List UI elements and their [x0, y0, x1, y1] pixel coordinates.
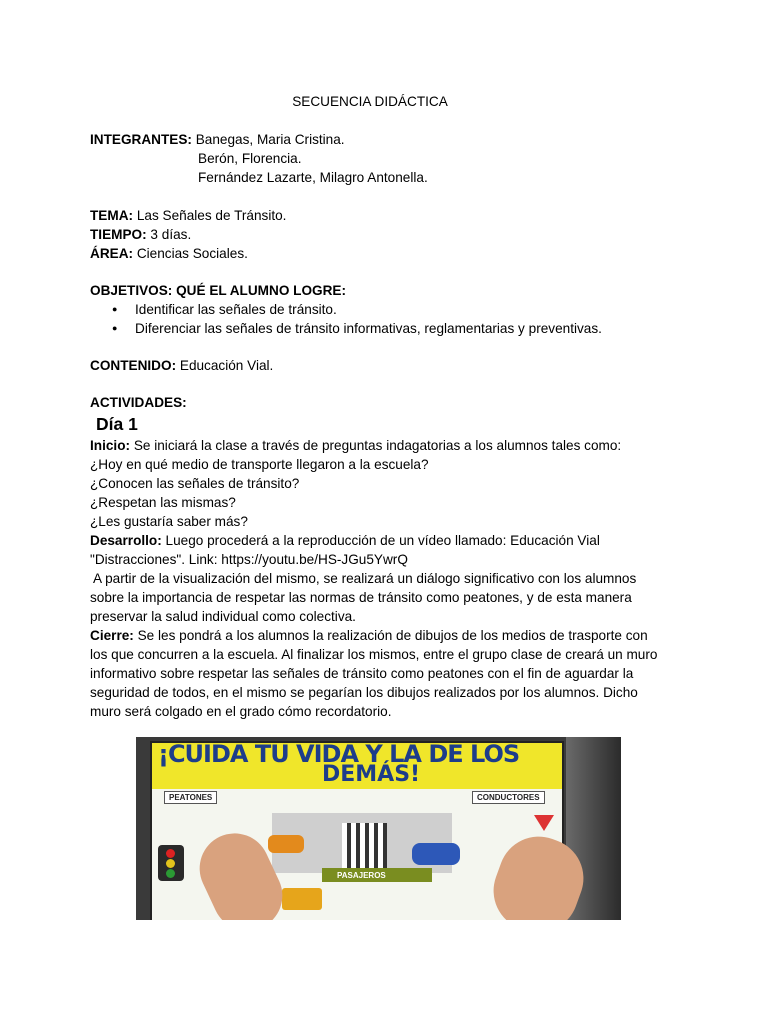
inicio-line: ¿Respetan las mismas?	[90, 495, 236, 510]
integrantes-section	[90, 130, 650, 187]
banner-text-line2: DEMÁS!	[322, 762, 421, 787]
objetivos-heading: OBJETIVOS: QUÉ EL ALUMNO LOGRE:	[90, 283, 347, 298]
inicio-line: Se iniciará la clase a través de preguntas indagatorias a los alumnos tales como:	[133, 438, 622, 453]
cierre-line: informativo sobre respetar las señales de tránsito como peatones con el fin de aguardar la	[90, 666, 634, 681]
blue-car-drawing	[412, 843, 460, 865]
cierre-line: seguridad de todos, en el mismo se pegarían los dibujos realizados por los alumnos. Dicho	[90, 685, 638, 700]
actividades-heading: ACTIVIDADES:	[90, 395, 187, 410]
objetivo-item: ● Identificar las señales de tránsito.	[90, 300, 650, 319]
cierre-line: muro será colgado en el grado cómo recordatorio.	[90, 704, 392, 719]
tiempo-value: 3 días.	[150, 227, 192, 242]
info-section	[90, 206, 650, 263]
bus-drawing	[282, 888, 322, 910]
dia-heading: Día 1	[96, 414, 138, 434]
desarrollo-line: sobre la importancia de respetar las normas de tránsito como peatones, y de esta manera	[90, 590, 632, 605]
conductores-label: CONDUCTORES	[472, 791, 545, 804]
tema-value: Las Señales de Tránsito.	[136, 208, 287, 223]
cierre-line: Se les pondrá a los alumnos la realización de dibujos de los medios de trasporte con	[137, 628, 648, 643]
pasajeros-label: PASAJEROS	[332, 869, 391, 882]
desarrollo-line: A partir de la visualización del mismo, se realizará un diálogo significativo con los alumnos	[90, 571, 637, 586]
traffic-light-icon	[158, 845, 184, 881]
inicio-line: ¿Conocen las señales de tránsito?	[90, 476, 300, 491]
inicio-line: ¿Hoy en qué medio de transporte llegaron a la escuela?	[90, 457, 429, 472]
integrante-1: Banegas, Maria Cristina.	[195, 132, 345, 147]
desarrollo-line: "Distracciones". Link: https://youtu.be/HS-JGu5YwrQ	[90, 552, 408, 567]
contenido-value: Educación Vial.	[179, 358, 274, 373]
integrante-3: Fernández Lazarte, Milagro Antonella.	[198, 170, 428, 185]
objetivo-item: ● Diferenciar las señales de tránsito informativas, reglamentarias y preventivas.	[90, 319, 650, 338]
classroom-poster-photo	[136, 737, 621, 920]
inicio-label: Inicio:	[90, 438, 131, 453]
tiempo-label: TIEMPO:	[90, 227, 147, 242]
crosswalk-drawing	[342, 823, 387, 873]
tema-label: TEMA:	[90, 208, 134, 223]
integrante-2: Berón, Florencia.	[198, 151, 302, 166]
poster-banner	[152, 740, 562, 789]
cierre-line: los que concurren a la escuela. Al finalizar los mismos, entre el grupo clase de creará un muro	[90, 647, 658, 662]
peatones-label: PEATONES	[164, 791, 217, 804]
cierre-label: Cierre:	[90, 628, 134, 643]
area-label: ÁREA:	[90, 246, 134, 261]
integrantes-label: INTEGRANTES:	[90, 132, 192, 147]
area-value: Ciencias Sociales.	[136, 246, 248, 261]
contenido-section	[90, 356, 650, 375]
document-title: SECUENCIA DIDÁCTICA	[292, 94, 448, 109]
orange-car-drawing	[268, 835, 304, 853]
banner-text-line1: ¡CUIDA TU VIDA Y LA DE LOS	[158, 740, 520, 768]
objetivos-section	[90, 281, 650, 338]
contenido-label: CONTENIDO:	[90, 358, 177, 373]
desarrollo-line: Luego procederá a la reproducción de un vídeo llamado: Educación Vial	[165, 533, 600, 548]
desarrollo-line: preservar la salud individual como colectiva.	[90, 609, 356, 624]
yield-sign-icon	[534, 815, 554, 831]
actividades-section	[90, 393, 658, 721]
inicio-line: ¿Les gustaría saber más?	[90, 514, 248, 529]
desarrollo-label: Desarrollo:	[90, 533, 162, 548]
